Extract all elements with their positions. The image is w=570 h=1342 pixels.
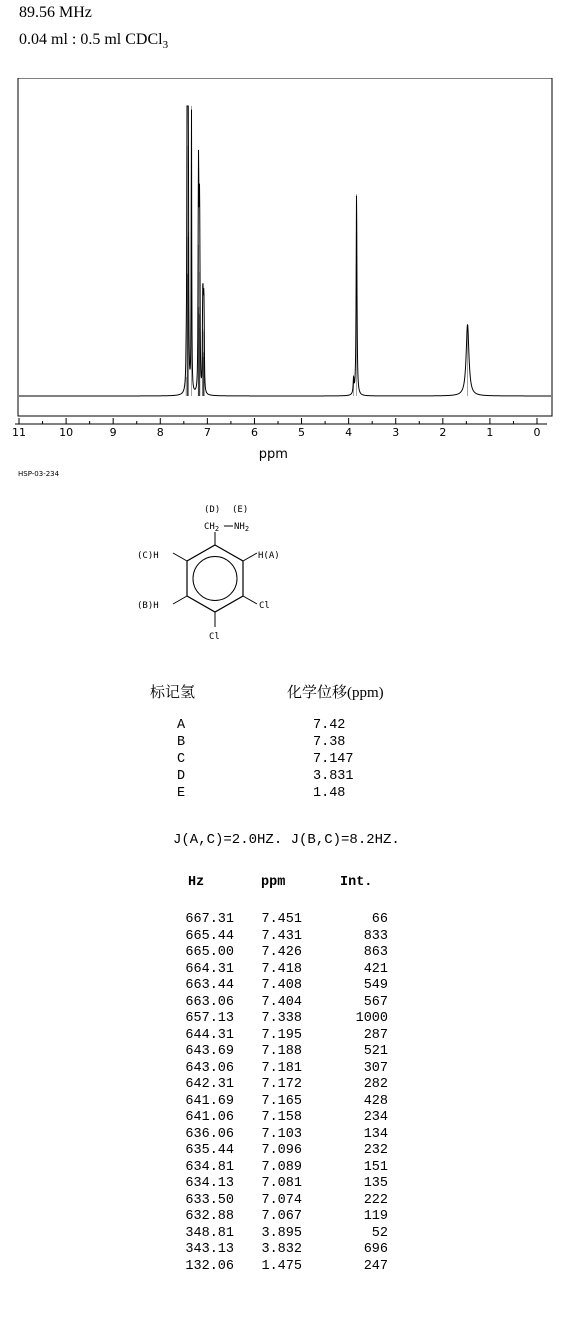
peak-cell-int: 421 <box>363 961 388 977</box>
peak-cell-ppm: 7.103 <box>261 1126 302 1142</box>
peak-header-1: ppm <box>261 875 286 890</box>
peak-cell-ppm: 7.181 <box>261 1060 302 1076</box>
ch2-group: $CH_2$ <box>204 522 220 533</box>
peak-cell-hz: 664.31 <box>185 961 234 977</box>
peak-cell-hz: 663.06 <box>185 994 234 1010</box>
peak-cell-ppm: 7.418 <box>261 961 302 977</box>
molecule-structure <box>125 500 345 670</box>
x-tick-label-1: 1 <box>486 426 494 439</box>
peak-cell-ppm: 7.188 <box>261 1044 302 1059</box>
peak-cell-int: 428 <box>363 1093 388 1109</box>
peak-cell-int: 863 <box>363 945 388 960</box>
peak-cell-int: 1000 <box>355 1011 388 1026</box>
peak-cell-int: 134 <box>363 1126 388 1142</box>
x-tick-label-6: 6 <box>250 426 258 439</box>
x-tick-label-10: 10 <box>59 426 74 439</box>
peak-cell-int: 567 <box>363 994 388 1010</box>
peak-cell-int: 232 <box>363 1143 388 1158</box>
shift-table-shift-header: 化学位移(ppm) <box>287 685 384 701</box>
coupling-constants: J(A,C)=2.0HZ. J(B,C)=8.2HZ. <box>173 832 400 848</box>
peak-cell-int: 222 <box>363 1192 388 1208</box>
peak-cell-int: 234 <box>363 1110 388 1125</box>
shift-row-label: D <box>177 769 186 784</box>
peak-header-2: Int. <box>340 875 373 890</box>
peak-cell-int: 307 <box>363 1060 388 1076</box>
h-b-label: (B)H <box>137 601 159 611</box>
nh2-group: $NH_2$ <box>234 522 250 533</box>
peak-cell-ppm: 7.172 <box>261 1077 302 1092</box>
peak-cell-ppm: 7.074 <box>261 1192 302 1208</box>
peak-cell-hz: 643.06 <box>185 1060 234 1076</box>
cl-bottom-label: Cl <box>209 632 220 642</box>
shift-row-label: C <box>177 752 186 767</box>
aromatic-circle <box>193 557 237 601</box>
peak-cell-ppm: 7.096 <box>261 1143 302 1158</box>
hc-bond <box>173 553 187 561</box>
label-e: (E) <box>232 505 249 515</box>
peak-cell-ppm: 7.081 <box>261 1176 302 1191</box>
peak-cell-hz: 657.13 <box>185 1011 234 1026</box>
peak-cell-hz: 665.00 <box>185 945 234 960</box>
peak-cell-int: 119 <box>363 1209 388 1224</box>
peak-cell-hz: 642.31 <box>185 1077 234 1092</box>
shift-row-label: A <box>177 718 186 733</box>
peak-cell-int: 247 <box>363 1258 388 1274</box>
peak-cell-hz: 343.13 <box>185 1242 234 1257</box>
h-c-label: (C)H <box>137 551 159 561</box>
peak-cell-int: 287 <box>363 1027 388 1043</box>
peak-cell-ppm: 7.426 <box>261 945 302 960</box>
peak-cell-hz: 634.81 <box>185 1159 234 1175</box>
peak-cell-hz: 636.06 <box>185 1126 234 1142</box>
peak-cell-ppm: 7.404 <box>261 994 302 1010</box>
peak-cell-int: 696 <box>363 1242 388 1257</box>
shift-row-value: 3.831 <box>313 769 354 784</box>
peak-cell-int: 282 <box>363 1077 388 1092</box>
peak-cell-ppm: 7.431 <box>261 928 302 944</box>
shift-row-value: 7.147 <box>313 752 354 767</box>
peak-cell-hz: 641.06 <box>185 1110 234 1125</box>
peak-cell-hz: 132.06 <box>185 1258 234 1274</box>
peak-cell-ppm: 7.408 <box>261 978 302 993</box>
peak-cell-ppm: 7.165 <box>261 1093 302 1109</box>
x-tick-label-7: 7 <box>203 426 211 439</box>
plot-frame <box>18 78 552 416</box>
peak-cell-ppm: 7.195 <box>261 1027 302 1043</box>
peak-cell-hz: 643.69 <box>185 1044 234 1059</box>
peak-cell-hz: 665.44 <box>185 928 234 944</box>
sample-subscript: 3 <box>162 39 169 52</box>
peak-cell-ppm: 7.451 <box>261 912 302 927</box>
peak-cell-hz: 633.50 <box>185 1192 234 1208</box>
x-tick-label-3: 3 <box>392 426 400 439</box>
peak-cell-ppm: 7.158 <box>261 1110 302 1125</box>
peak-cell-ppm: 3.832 <box>261 1242 302 1257</box>
spectrum-code: HSP-03-234 <box>18 470 60 478</box>
spectrometer-frequency: 89.56 MHz <box>19 4 92 21</box>
cl-right-bond <box>243 596 257 604</box>
peak-header-0: Hz <box>188 875 205 890</box>
peak-cell-int: 833 <box>363 928 388 944</box>
peak-cell-int: 135 <box>363 1176 388 1191</box>
shift-row-value: 7.42 <box>313 718 346 733</box>
peak-cell-ppm: 7.067 <box>261 1209 302 1224</box>
peak-cell-ppm: 3.895 <box>261 1225 302 1241</box>
benzene-ring <box>187 545 243 612</box>
x-axis-label: ppm <box>258 447 288 462</box>
hb-bond <box>173 596 187 604</box>
peak-cell-ppm: 7.089 <box>261 1159 302 1175</box>
x-tick-label-8: 8 <box>156 426 164 439</box>
h-a-label: H(A) <box>258 551 280 561</box>
sample-description <box>19 31 168 51</box>
shift-row-value: 1.48 <box>313 786 346 801</box>
x-tick-label-9: 9 <box>109 426 117 439</box>
shift-row-label: B <box>177 735 186 750</box>
x-tick-label-2: 2 <box>439 426 447 439</box>
peak-cell-hz: 667.31 <box>185 912 234 927</box>
x-tick-label-11: 11 <box>12 426 26 439</box>
peak-cell-hz: 641.69 <box>185 1093 234 1109</box>
nmr-spectrum-chart <box>0 78 570 468</box>
label-d: (D) <box>204 505 221 515</box>
peak-cell-hz: 632.88 <box>185 1209 234 1224</box>
peak-cell-hz: 644.31 <box>185 1027 234 1043</box>
peak-cell-int: 151 <box>363 1159 388 1175</box>
sample-text: 0.04 ml : 0.5 ml CDCl <box>19 31 163 48</box>
x-tick-label-0: 0 <box>533 426 541 439</box>
peak-cell-hz: 348.81 <box>185 1225 234 1241</box>
cl-right-label: Cl <box>259 601 270 611</box>
peak-cell-ppm: 7.338 <box>261 1011 302 1026</box>
spectrum-trace <box>19 106 551 396</box>
x-tick-label-5: 5 <box>298 426 306 439</box>
peak-cell-int: 521 <box>363 1044 388 1059</box>
peak-cell-int: 549 <box>363 978 388 993</box>
peak-cell-hz: 635.44 <box>185 1143 234 1158</box>
ha-bond <box>243 553 257 561</box>
shift-row-value: 7.38 <box>313 735 346 750</box>
peak-cell-hz: 634.13 <box>185 1176 234 1191</box>
peak-cell-int: 66 <box>371 912 388 927</box>
peak-cell-hz: 663.44 <box>185 978 234 993</box>
x-tick-label-4: 4 <box>345 426 353 439</box>
shift-row-label: E <box>177 786 186 801</box>
peak-cell-ppm: 1.475 <box>261 1258 302 1274</box>
shift-table-label-header: 标记氢 <box>150 685 196 701</box>
peak-cell-int: 52 <box>371 1225 388 1241</box>
